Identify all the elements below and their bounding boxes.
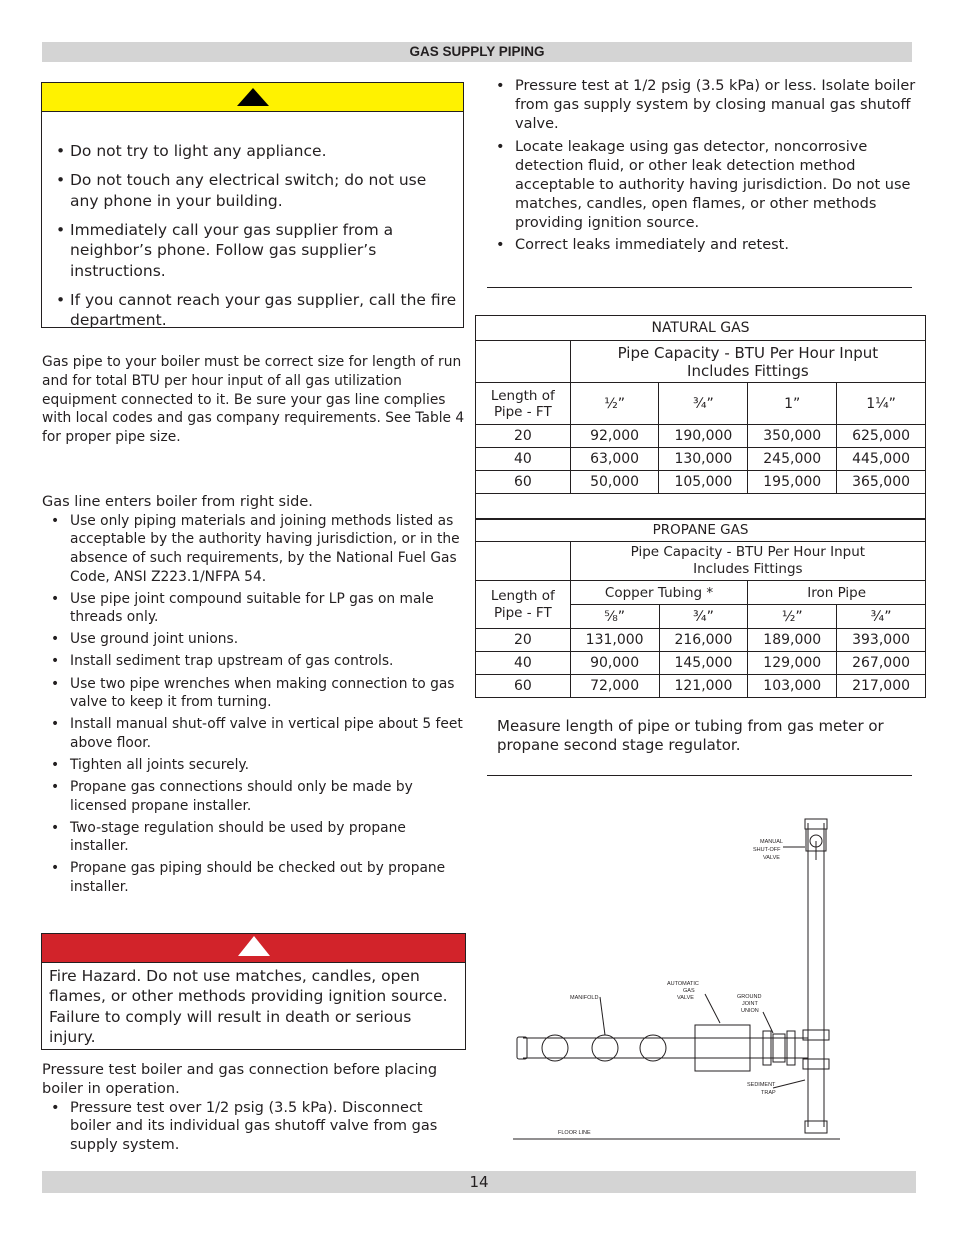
pressure-test-section (42, 1061, 466, 1158)
automatic-gas-valve-shape (695, 1025, 750, 1071)
connection-item: • Tighten all joints securely. (42, 756, 466, 775)
warning-header (42, 83, 463, 112)
connection-item: • Propane gas connections should only be made by licensed propane installer. (42, 778, 466, 815)
size-header: 1” (748, 383, 837, 425)
union-label: GROUND (737, 994, 762, 1000)
table-cell: 131,000 (570, 629, 659, 652)
connection-item: • Use two pipe wrenches when making connection to gas valve to keep it from turning. (42, 675, 466, 712)
table-cell: 245,000 (748, 448, 837, 471)
table-cell: 217,000 (837, 675, 926, 698)
auto-valve-label: VALVE (677, 995, 694, 1001)
capacity-header-line: Pipe Capacity - BTU Per Hour Input (617, 343, 879, 362)
length-header (476, 581, 571, 629)
table-cell: 20 (476, 425, 571, 448)
union-label: JOINT (742, 1001, 758, 1007)
table-row (476, 471, 926, 494)
connection-section (42, 493, 466, 900)
propane-gas-title: PROPANE GAS (476, 519, 926, 542)
size-header: ½” (570, 383, 659, 425)
union-label: UNION (741, 1008, 759, 1014)
size-header: 1¼” (837, 383, 926, 425)
warning-box (41, 82, 464, 328)
table-row (476, 629, 926, 652)
pressure-test-item: • Correct leaks immediately and retest. (487, 236, 917, 255)
manual-valve-label: SHUT-OFF (753, 847, 781, 853)
table-cell: 40 (476, 448, 571, 471)
pressure-test-item: • Pressure test at 1/2 psig (3.5 kPa) or less. Isolate boiler from gas supply system by closing manual gas shutoff valve. (487, 77, 917, 134)
danger-box (41, 933, 466, 1050)
danger-header (42, 934, 465, 963)
trap-label: TRAP (761, 1090, 776, 1096)
capacity-header (570, 542, 925, 581)
table-cell: 130,000 (659, 448, 748, 471)
table-cell: 216,000 (659, 629, 748, 652)
connection-item: • Two-stage regulation should be used by propane installer. (42, 819, 466, 856)
danger-triangle-icon (238, 936, 270, 956)
length-header-line: Length of (490, 587, 555, 604)
iron-pipe-header: Iron Pipe (748, 581, 926, 605)
divider-rule (487, 287, 912, 288)
capacity-header-line: Includes Fittings (687, 361, 809, 380)
trap-label: SEDIMENT (747, 1082, 776, 1088)
table-cell: 63,000 (570, 448, 659, 471)
section-title: GAS SUPPLY PIPING (409, 44, 545, 59)
length-header-line: Length of (490, 387, 555, 404)
manual-valve-label: VALVE (763, 855, 780, 861)
pressure-test-list-left (42, 1099, 466, 1155)
section-header-bar (42, 42, 912, 62)
divider-rule (487, 775, 912, 776)
table-cell: 393,000 (837, 629, 926, 652)
length-header-line: Pipe - FT (494, 403, 552, 420)
size-header: ¾” (659, 383, 748, 425)
connection-item: • Install sediment trap upstream of gas controls. (42, 652, 466, 671)
connection-intro: Gas line enters boiler from right side. (42, 494, 313, 510)
warning-item: • Do not try to light any appliance. (56, 141, 457, 162)
size-header: ¾” (659, 605, 748, 629)
size-header: ⅝” (570, 605, 659, 629)
table-cell: 350,000 (748, 425, 837, 448)
table-cell: 90,000 (570, 652, 659, 675)
table-cell: 60 (476, 471, 571, 494)
table-cell: 267,000 (837, 652, 926, 675)
auto-valve-label: GAS (683, 988, 695, 994)
pressure-test-list-right (487, 77, 917, 259)
table-cell: 92,000 (570, 425, 659, 448)
connection-item: • Use ground joint unions. (42, 630, 466, 649)
table-cell: 50,000 (570, 471, 659, 494)
table-cell: 20 (476, 629, 571, 652)
table-cell: 103,000 (748, 675, 837, 698)
propane-gas-table (475, 518, 926, 698)
manifold-label: MANIFOLD (570, 995, 599, 1001)
page-number: 14 (469, 1173, 489, 1191)
table-spacer-row (476, 494, 926, 520)
table-cell: 145,000 (659, 652, 748, 675)
warning-triangle-icon (237, 88, 269, 106)
danger-text: Fire Hazard. Do not use matches, candles, open flames, or other methods providing ignition source. Failure to comply will result in death or serious injury. (49, 967, 448, 1047)
connection-item: • Use only piping materials and joining methods listed as acceptable by the authority having jurisdiction, or in the absence of such requirements, by the National Fuel Gas Code, ANSI Z223.1/NFPA 54. (42, 512, 466, 586)
connection-item: • Use pipe joint compound suitable for LP gas on male threads only. (42, 590, 466, 627)
table-cell: 105,000 (659, 471, 748, 494)
copper-tubing-header: Copper Tubing * (570, 581, 748, 605)
pressure-test-intro: Pressure test boiler and gas connection before placing boiler in operation. (42, 1062, 438, 1097)
warning-item: • If you cannot reach your gas supplier, call the fire department. (56, 290, 457, 331)
table-cell: 190,000 (659, 425, 748, 448)
table-cell: 72,000 (570, 675, 659, 698)
table-note: Measure length of pipe or tubing from gas meter or propane second stage regulator. (497, 717, 884, 754)
size-header: ¾” (837, 605, 926, 629)
table-cell: 445,000 (837, 448, 926, 471)
capacity-header (570, 341, 925, 383)
pressure-test-item: • Pressure test over 1/2 psig (3.5 kPa). Disconnect boiler and its individual gas shutoff valve from gas supply system. (42, 1099, 466, 1155)
size-header: ½” (748, 605, 837, 629)
table-cell: 60 (476, 675, 571, 698)
table-cell: 121,000 (659, 675, 748, 698)
connection-list (42, 512, 466, 897)
table-cell: 189,000 (748, 629, 837, 652)
table-row (476, 425, 926, 448)
warning-item: • Do not touch any electrical switch; do not use any phone in your building. (56, 170, 457, 211)
pressure-test-item: • Locate leakage using gas detector, noncorrosive detection fluid, or other leak detection method acceptable to authority having jurisdiction. Do not use matches, candles, open flames, or other methods providing ignition source. (487, 138, 917, 233)
capacity-header-line: Pipe Capacity - BTU Per Hour Input (630, 544, 866, 560)
table-row (476, 448, 926, 471)
natural-gas-title: NATURAL GAS (476, 316, 926, 341)
empty-cell (476, 542, 571, 581)
table-row (476, 652, 926, 675)
natural-gas-table (475, 315, 926, 520)
capacity-header-line: Includes Fittings (693, 561, 803, 577)
connection-item: • Install manual shut-off valve in vertical pipe about 5 feet above floor. (42, 715, 466, 752)
table-cell: 40 (476, 652, 571, 675)
table-cell: 625,000 (837, 425, 926, 448)
warning-item: • Immediately call your gas supplier from a neighbor’s phone. Follow gas supplier’s instructions. (56, 220, 457, 282)
warning-list (56, 141, 457, 339)
table-row (476, 675, 926, 698)
pipe-size-paragraph: Gas pipe to your boiler must be correct size for length of run and for total BTU per hour input of all gas utilization equipment connected to it. Be sure your gas line complies with local codes and gas company requirements. See Table 4 for proper pipe size. (42, 354, 465, 446)
manual-valve-label: MANUAL (760, 839, 783, 845)
connection-item: • Propane gas piping should be checked out by propane installer. (42, 859, 466, 896)
length-header (476, 383, 571, 425)
length-header-line: Pipe - FT (494, 604, 552, 621)
floor-line-label: FLOOR LINE (558, 1130, 591, 1136)
gas-piping-diagram (505, 805, 850, 1145)
auto-valve-label: AUTOMATIC (667, 981, 699, 987)
footer-bar (42, 1171, 916, 1193)
empty-cell (476, 341, 571, 383)
table-cell: 365,000 (837, 471, 926, 494)
table-cell: 195,000 (748, 471, 837, 494)
table-cell: 129,000 (748, 652, 837, 675)
